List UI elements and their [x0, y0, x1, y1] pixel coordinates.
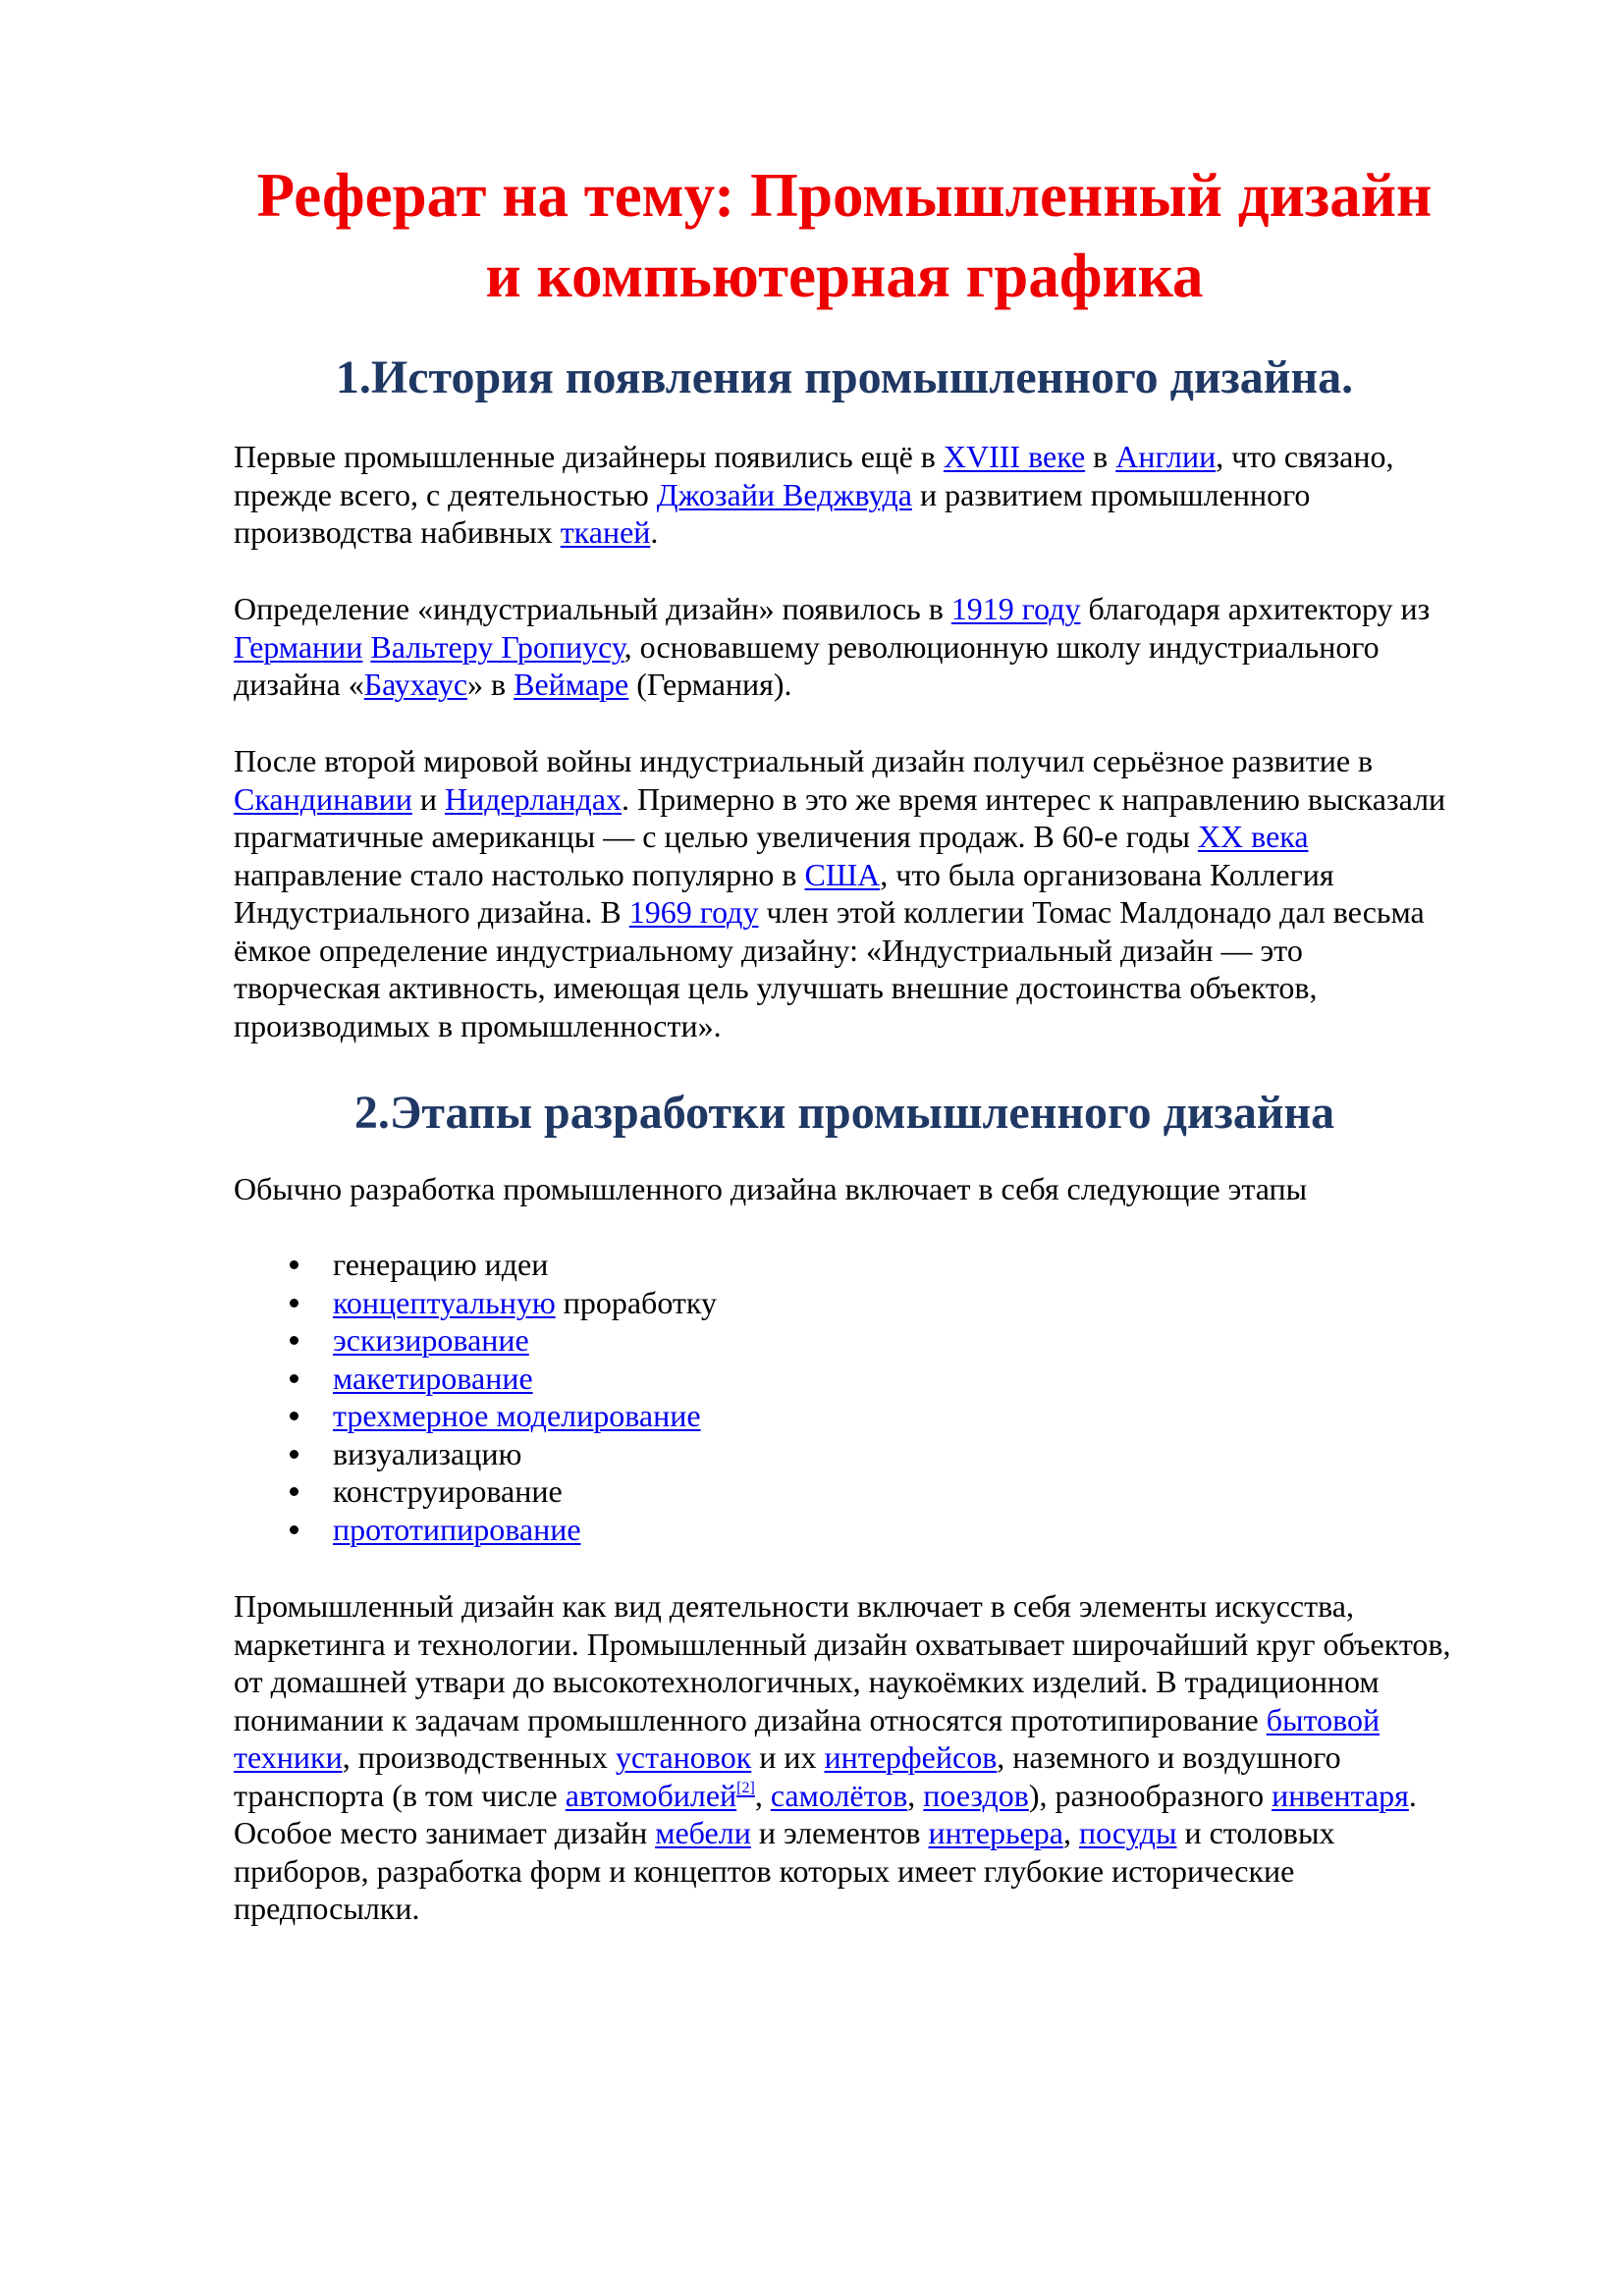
bullet-icon: [290, 1412, 298, 1420]
link-trains[interactable]: поездов: [923, 1777, 1029, 1813]
paragraph-line: Первые промышленные дизайнеры появились ещё в XVIII веке в Англии, что связано,: [234, 439, 1394, 474]
link-xx-century[interactable]: XX века: [1197, 819, 1309, 854]
bullet-icon: [290, 1374, 298, 1383]
footnote-ref-2[interactable]: [2]: [736, 1779, 755, 1796]
list-item: конструирование: [234, 1472, 1216, 1511]
paragraph-line: производства набивных тканей.: [234, 514, 659, 550]
link-conceptual[interactable]: концептуальную: [333, 1284, 556, 1320]
link-appliances[interactable]: техники: [234, 1739, 343, 1775]
list-item: концептуальную проработку: [234, 1284, 1216, 1322]
paragraph-line: ёмкое определение индустриальному дизайну: «Индустриальный дизайн — это: [234, 932, 1303, 968]
paragraph-line: маркетинга и технологии. Промышленный дизайн охватывает широчайший круг объектов,: [234, 1626, 1451, 1662]
paragraph-line: Определение «индустриальный дизайн» появилось в 1919 году благодаря архитектору из: [234, 591, 1431, 626]
paragraph-steps-intro: Обычно разработка промышленного дизайна включает в себя следующие этапы: [234, 1171, 1308, 1206]
link-household[interactable]: бытовой: [1266, 1701, 1380, 1737]
link-mockup[interactable]: макетирование: [333, 1360, 533, 1396]
link-sketching[interactable]: эскизирование: [333, 1322, 529, 1358]
link-bauhaus[interactable]: Баухаус: [363, 667, 468, 702]
paragraph-line: понимании к задачам промышленного дизайна относятся прототипирование бытовой: [234, 1701, 1380, 1737]
link-walter-gropius[interactable]: Вальтеру Гропиусу: [370, 628, 624, 665]
link-interfaces[interactable]: интерфейсов: [824, 1739, 998, 1775]
link-1919[interactable]: 1919 году: [950, 591, 1081, 626]
paragraph-line: Промышленный дизайн как вид деятельности включает в себя элементы искусства,: [234, 1588, 1354, 1624]
paragraph-postwar: [234, 742, 1530, 1044]
paragraph-line: предпосылки.: [234, 1891, 420, 1926]
link-airplanes[interactable]: самолётов: [770, 1777, 908, 1813]
bullet-icon: [290, 1450, 298, 1459]
paragraph-line: Особое место занимает дизайн мебели и элементов интерьера, посуды и столовых: [234, 1815, 1335, 1850]
paragraph-line: прежде всего, с деятельностью Джозайи Веджвуда и развитием промышленного: [234, 476, 1311, 512]
link-3d-modeling[interactable]: трехмерное моделирование: [333, 1398, 701, 1433]
link-tableware[interactable]: посуды: [1078, 1815, 1177, 1850]
link-usa[interactable]: США: [804, 856, 881, 892]
link-england[interactable]: Англии: [1115, 439, 1217, 474]
section-1-heading: 1.История появления промышленного дизайна.: [335, 351, 1354, 403]
link-furniture[interactable]: мебели: [655, 1815, 751, 1850]
paragraph-line: прагматичные американцы — с целью увеличения продаж. В 60-е годы XX века: [234, 819, 1309, 854]
paragraph-origin: [234, 438, 1530, 552]
paragraph-line: После второй мировой войны индустриальный дизайн получил серьёзное развитие в: [234, 743, 1374, 778]
document-title: [196, 155, 1492, 316]
link-xviii-century[interactable]: XVIII веке: [943, 439, 1086, 474]
bullet-icon: [290, 1336, 298, 1345]
paragraph-line: дизайна «Баухаус» в Веймаре (Германия).: [234, 667, 792, 702]
link-1969[interactable]: 1969 году: [628, 894, 759, 930]
link-netherlands[interactable]: Нидерландах: [444, 780, 623, 817]
link-inventory[interactable]: инвентаря: [1272, 1777, 1409, 1813]
list-item: [234, 1321, 1216, 1360]
link-josiah-wedgwood[interactable]: Джозайи Веджвуда: [656, 476, 912, 512]
link-weimar[interactable]: Веймаре: [514, 667, 629, 702]
bullet-icon: [290, 1299, 298, 1308]
link-fabrics[interactable]: тканей: [560, 514, 651, 550]
link-scandinavia[interactable]: Скандинавии: [234, 780, 412, 817]
paragraph-line: творческая активность, имеющая цель улучшать внешние достоинства объектов,: [234, 970, 1318, 1005]
bullet-icon: [290, 1525, 298, 1534]
paragraph-line: от домашней утвари до высокотехнологичных, наукоёмких изделий. В традиционном: [234, 1664, 1380, 1699]
list-item: [234, 1397, 1216, 1435]
link-interior[interactable]: интерьера: [928, 1815, 1063, 1850]
list-item: визуализацию: [234, 1435, 1216, 1473]
section-2-heading: 2.Этапы разработки промышленного дизайна: [353, 1087, 1335, 1139]
list-item: [234, 1360, 1216, 1398]
steps-list: [234, 1246, 1216, 1548]
link-germany[interactable]: Германии: [234, 628, 363, 665]
paragraph-line: транспорта (в том числе автомобилей[2], самолётов, поездов), разнообразного инвентаря.: [234, 1777, 1417, 1813]
link-automobiles[interactable]: автомобилей: [565, 1777, 737, 1813]
paragraph-industrial-design: [234, 1587, 1530, 1928]
paragraph-line: приборов, разработка форм и концептов которых имеет глубокие исторические: [234, 1852, 1295, 1889]
paragraph-line: Индустриального дизайна. В 1969 году член этой коллегии Томас Малдонадо дал весьма: [234, 894, 1425, 930]
link-installations[interactable]: установок: [615, 1739, 752, 1775]
paragraph-line: техники, производственных установок и их интерфейсов, наземного и воздушного: [234, 1739, 1341, 1775]
bullet-icon: [290, 1260, 298, 1269]
paragraph-line: Германии Вальтеру Гропиусу, основавшему революционную школу индустриального: [234, 628, 1380, 665]
paragraph-line: направление стало настолько популярно в США, что была организована Коллегия: [234, 856, 1334, 892]
title-line-1: Реферат на тему: Промышленный дизайн: [256, 161, 1433, 230]
list-item: генерацию идеи: [234, 1246, 1216, 1284]
paragraph-line: Скандинавии и Нидерландах. Примерно в это же время интерес к направлению высказали: [234, 780, 1446, 817]
title-line-2: и компьютерная графика: [485, 241, 1204, 310]
paragraph-definition: [234, 590, 1530, 704]
paragraph-line: производимых в промышленности».: [234, 1007, 722, 1043]
link-prototyping[interactable]: прототипирование: [333, 1511, 581, 1547]
bullet-icon: [290, 1487, 298, 1496]
list-item: [234, 1511, 1216, 1549]
